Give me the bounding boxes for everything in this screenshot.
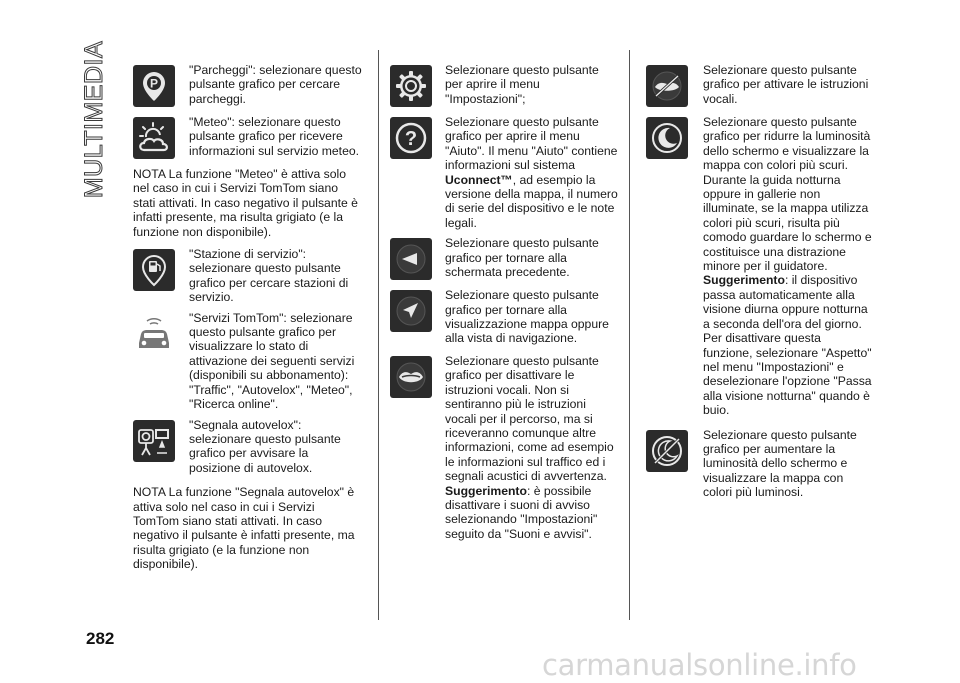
svg-text:?: ? — [404, 128, 418, 150]
entry-voice-off — [390, 353, 618, 541]
settings-description: Selezionare questo pulsante per aprire il menu "Impostazioni"; — [445, 63, 599, 106]
brand-uconnect: Uconnect™ — [445, 172, 513, 187]
entry-service-station — [133, 249, 363, 305]
help-icon — [390, 117, 432, 159]
column-divider-2 — [629, 50, 630, 620]
note-weather: NOTA La funzione "Meteo" è attiva solo nel caso in cui i Servizi TomTom siano stati attivati. In caso negativo il pulsante è infatti presente, ma risulta grigiato (e la funzione non disponibile). — [133, 167, 358, 239]
watermark: carmanualsonline.info — [542, 648, 857, 682]
car-icon — [133, 313, 175, 355]
voice-tip-text: : è possibile disattivare i suoni di avviso selezionando "Impostazioni" seguito da "Suoni e avvisi". — [445, 483, 598, 541]
page-number: 282 — [86, 629, 115, 648]
moon-icon — [646, 117, 688, 159]
column-3 — [646, 65, 872, 500]
column-divider-1 — [378, 50, 379, 620]
report-speedcam-description: "Segnala autovelox": selezionare questo pulsante grafico per avvisare la posizione di autovelox. — [189, 417, 341, 475]
tip-label: Suggerimento — [445, 483, 527, 498]
gear-icon — [390, 65, 432, 107]
entry-night-mode — [646, 117, 872, 418]
help-text-a: Selezionare questo pulsante grafico per aprire il menu "Aiuto". Il menu "Aiuto" contiene informazioni sul sistema — [445, 115, 618, 173]
entry-parking — [133, 65, 363, 107]
svg-text:P: P — [149, 76, 159, 91]
navigation-arrow-icon — [390, 290, 432, 332]
column-2 — [390, 65, 618, 541]
night-mode-description — [703, 115, 872, 418]
note-speedcam: NOTA La funzione "Segnala autovelox" è attiva solo nel caso in cui i Servizi TomTom siano stati attivati. In caso negativo il pulsante è infatti presente, ma risulta grigiato (e la funzione non disponibile). — [133, 485, 355, 572]
entry-voice-on — [646, 65, 872, 107]
help-text-b: , ad esempio la versione della mappa, il numero di serie del dispositivo e le note legali. — [445, 172, 618, 230]
service-station-description: "Stazione di servizio": selezionare questo pulsante grafico per cercare stazioni di servizio. — [189, 247, 349, 305]
tomtom-services-description: "Servizi TomTom": selezionare questo pulsante grafico per visualizzare lo stato di attivazione dei seguenti servizi (disponibili su abbonamento): "Traffic", "Autovelox", "Meteo", "Ricerca online". — [189, 310, 355, 412]
nav-view-description: Selezionare questo pulsante grafico per tornare alla visualizzazione mappa oppure alla vista di navigazione. — [445, 288, 609, 346]
voice-off-description — [445, 354, 618, 541]
voice-on-icon — [646, 65, 688, 107]
voice-on-description: Selezionare questo pulsante grafico per attivare le istruzioni vocali. — [703, 63, 869, 106]
section-title: MULTIMEDIA — [80, 40, 109, 199]
entry-nav-view — [390, 290, 618, 346]
entry-back — [390, 238, 618, 280]
day-mode-description: Selezionare questo pulsante grafico per aumentare la luminosità dello schermo e visualizzare la mappa con colori più luminosi. — [703, 427, 857, 500]
entry-weather — [133, 117, 363, 159]
section-tab — [80, 40, 110, 199]
column-1 — [133, 65, 363, 572]
parking-description: "Parcheggi": selezionare questo pulsante grafico per cercare parcheggi. — [189, 63, 362, 106]
parking-icon — [133, 65, 175, 107]
entry-settings — [390, 65, 618, 107]
back-arrow-icon — [390, 238, 432, 280]
day-mode-icon — [646, 430, 688, 472]
weather-icon — [133, 117, 175, 159]
entry-report-speedcam — [133, 417, 363, 476]
voice-off-icon — [390, 356, 432, 398]
night-mode-text: Selezionare questo pulsante grafico per ridurre la luminosità dello schermo e visualizzare la mappa con colori più scuri. Durante la guida notturna oppure in gallerie non illuminate, se la mappa utilizza colori più scuri, risulta più comodo guardare lo schermo e costituisce una distrazione minore per il guidatore. — [703, 115, 872, 274]
weather-description: "Meteo": selezionare questo pulsante grafico per ricevere informazioni sul servizio meteo. — [189, 115, 360, 158]
help-description — [445, 115, 618, 230]
speed-camera-icon — [133, 420, 175, 462]
entry-day-mode — [646, 427, 872, 500]
tip-label: Suggerimento — [703, 273, 785, 288]
night-tip-text: : il dispositivo passa automaticamente alla visione diurna oppure notturna a seconda dell'ora del giorno. Per disattivare questa funzione, selezionare "Aspetto" nel menu "Impostazioni" e deselezionare l'opzione "Passa alla visione notturna" quando è buio. — [703, 273, 872, 418]
back-description: Selezionare questo pulsante grafico per tornare alla schermata precedente. — [445, 236, 599, 280]
voice-off-text: Selezionare questo pulsante grafico per disattivare le istruzioni vocali. Non si sentiranno più le istruzioni vocali per il percorso, ma si riceveranno comunque altre informazioni, come ad esempio le informazioni sul traffico ed i segnali acustici di avvertenza. — [445, 353, 614, 484]
entry-tomtom-services — [133, 310, 363, 412]
fuel-station-icon — [133, 249, 175, 291]
entry-help — [390, 117, 618, 230]
